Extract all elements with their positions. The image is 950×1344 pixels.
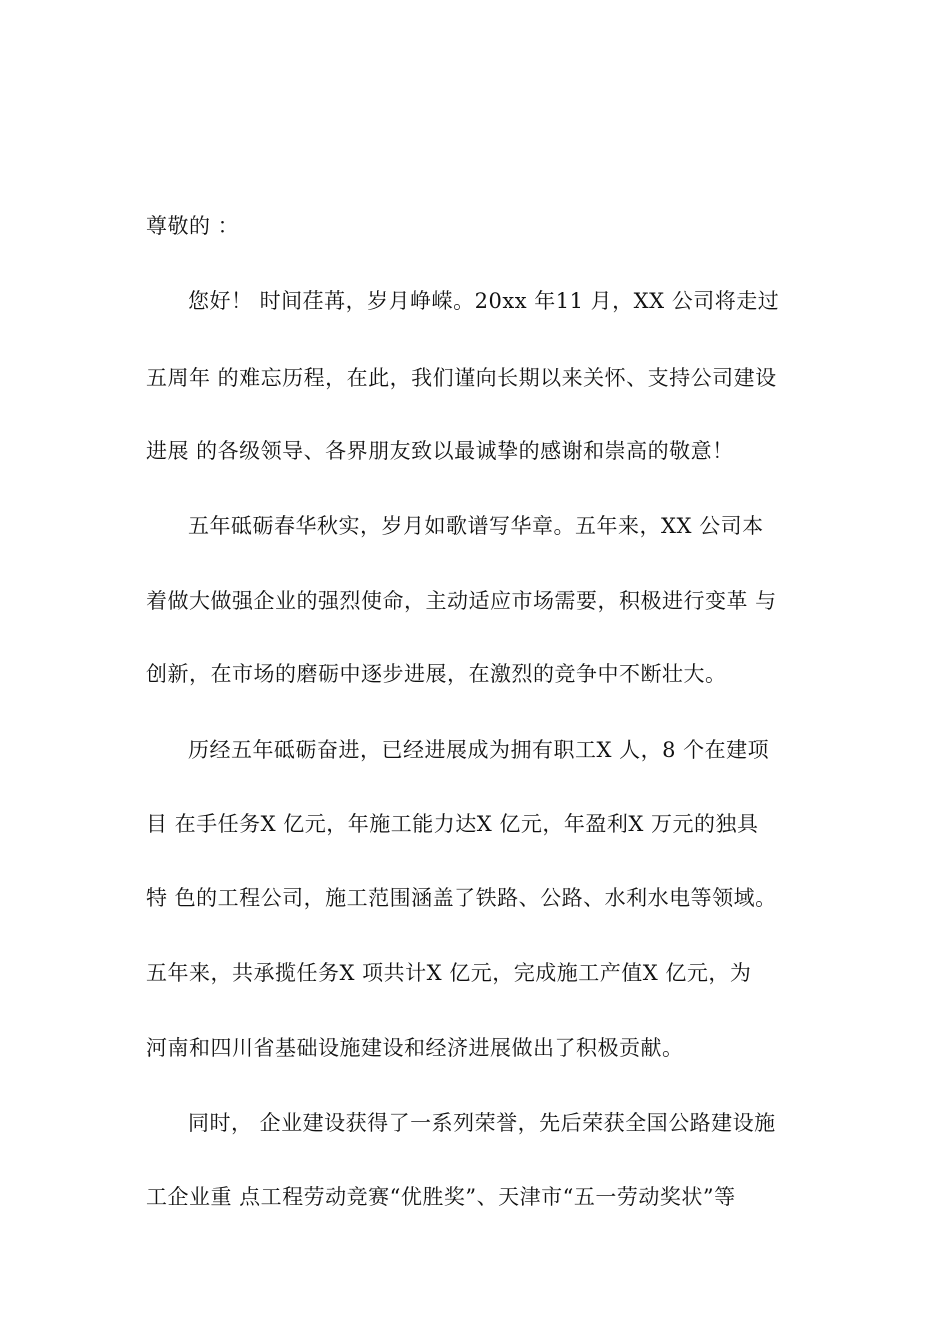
paragraph-4-line-2: 工企业重 点工程劳动竞赛“优胜奖”、天津市“五一劳动奖状”等 bbox=[146, 1185, 736, 1209]
paragraph-2-line-2: 着做大做强企业的强烈使命，主动适应市场需要，积极进行变革 与 bbox=[146, 589, 777, 613]
paragraph-2-line-1: 五年砥砺春华秋实，岁月如歌谱写华章。五年来，XX 公司本 bbox=[188, 514, 764, 538]
paragraph-4-line-1: 同时， 企业建设获得了一系列荣誉，先后荣获全国公路建设施 bbox=[188, 1111, 776, 1135]
paragraph-1-line-1: 您好！ 时间荏苒，岁月峥嵘。20xx 年11 月，XX 公司将走过 bbox=[188, 289, 780, 313]
salutation: 尊敬的 ： bbox=[146, 214, 240, 238]
paragraph-3-line-5: 河南和四川省基础设施建设和经济进展做出了积极贡献。 bbox=[146, 1036, 684, 1060]
paragraph-1-line-2: 五周年 的难忘历程，在此，我们谨向长期以来关怀、支持公司建设 bbox=[146, 366, 777, 390]
paragraph-3-line-2: 目 在手任务X 亿元，年施工能力达X 亿元，年盈利X 万元的独具 bbox=[146, 812, 759, 836]
paragraph-3-line-1: 历经五年砥砺奋进，已经进展成为拥有职工X 人，8 个在建项 bbox=[188, 738, 770, 762]
paragraph-2-line-3: 创新，在市场的磨砺中逐步进展，在激烈的竞争中不断壮大。 bbox=[146, 662, 727, 686]
paragraph-3-line-3: 特 色的工程公司，施工范围涵盖了铁路、公路、水利水电等领域。 bbox=[146, 886, 777, 910]
paragraph-1-line-3: 进展 的各级领导、各界朋友致以最诚挚的感谢和崇高的敬意！ bbox=[146, 439, 734, 463]
paragraph-3-line-4: 五年来，共承揽任务X 项共计X 亿元，完成施工产值X 亿元，为 bbox=[146, 961, 752, 985]
